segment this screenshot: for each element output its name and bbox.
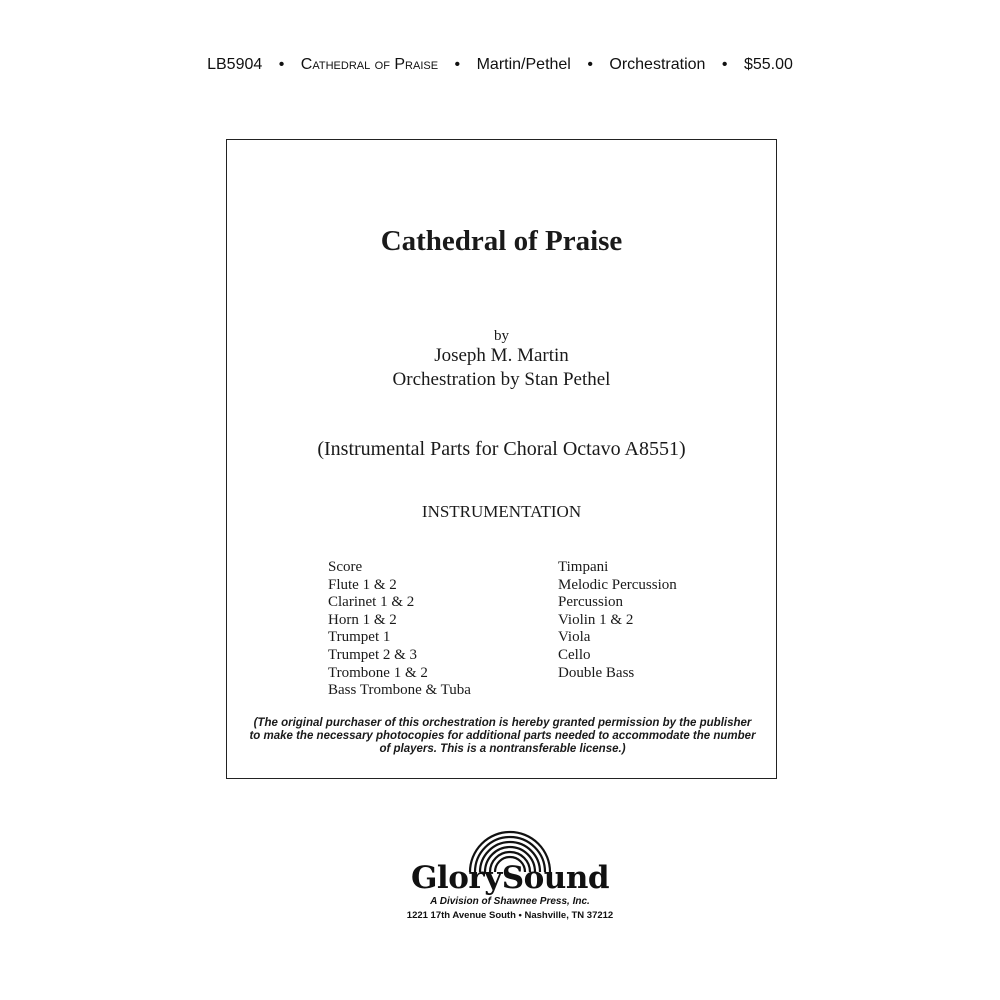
instrument-item: Trombone 1 & 2 xyxy=(328,664,428,681)
instrument-item: Violin 1 & 2 xyxy=(558,611,634,628)
instrument-item: Percussion xyxy=(558,594,623,611)
by-line: by xyxy=(494,328,509,344)
catalog-header xyxy=(0,56,1000,74)
header-separator: • xyxy=(454,56,461,73)
header-authors: Martin/Pethel xyxy=(476,56,571,73)
instrument-item: Double Bass xyxy=(558,664,635,681)
instrument-item: Viola xyxy=(558,629,591,646)
logo-wordmark: GlorySound xyxy=(410,860,610,896)
header-separator: • xyxy=(278,56,285,73)
header-separator: • xyxy=(587,56,593,73)
instrument-item: Trumpet 1 xyxy=(328,629,391,646)
instrument-item: Bass Trombone & Tuba xyxy=(328,682,471,699)
composer-name: Joseph M. Martin xyxy=(434,345,569,366)
parts-note: (Instrumental Parts for Choral Octavo A8551) xyxy=(317,438,686,460)
instrumentation-heading: INSTRUMENTATION xyxy=(421,502,582,521)
publisher-logo xyxy=(400,822,620,932)
header-separator: • xyxy=(721,56,728,73)
instrument-item: Clarinet 1 & 2 xyxy=(328,594,415,611)
license-notice: (The original purchaser of this orchestration is hereby granted permission by the publisher to make the necessary photocopies for additional parts needed to accommodate the number of players. This is a nontransferable license.) xyxy=(249,717,756,755)
cover-frame xyxy=(226,139,777,779)
instrument-item: Cello xyxy=(558,646,591,663)
orchestrator-credit: Orchestration by Stan Pethel xyxy=(392,369,611,390)
cover-title: Cathedral of Praise xyxy=(380,225,623,257)
instrument-item: Horn 1 & 2 xyxy=(328,611,397,628)
header-type: Orchestration xyxy=(609,56,706,73)
catalog-number: LB5904 xyxy=(207,56,263,73)
header-title: Cathedral of Praise xyxy=(300,56,439,73)
header-price: $55.00 xyxy=(743,56,793,73)
instrument-item: Timpani xyxy=(558,559,609,575)
instrument-item: Flute 1 & 2 xyxy=(328,576,397,593)
publisher-address: 1221 17th Avenue South • Nashville, TN 37212 xyxy=(406,910,614,921)
instrument-item: Trumpet 2 & 3 xyxy=(328,646,418,663)
instrument-list-right xyxy=(558,559,677,682)
instrument-list-left xyxy=(328,559,471,700)
publisher-division: A Division of Shawnee Press, Inc. xyxy=(430,896,590,907)
instrument-item: Score xyxy=(328,559,363,575)
instrument-item: Melodic Percussion xyxy=(558,576,677,593)
